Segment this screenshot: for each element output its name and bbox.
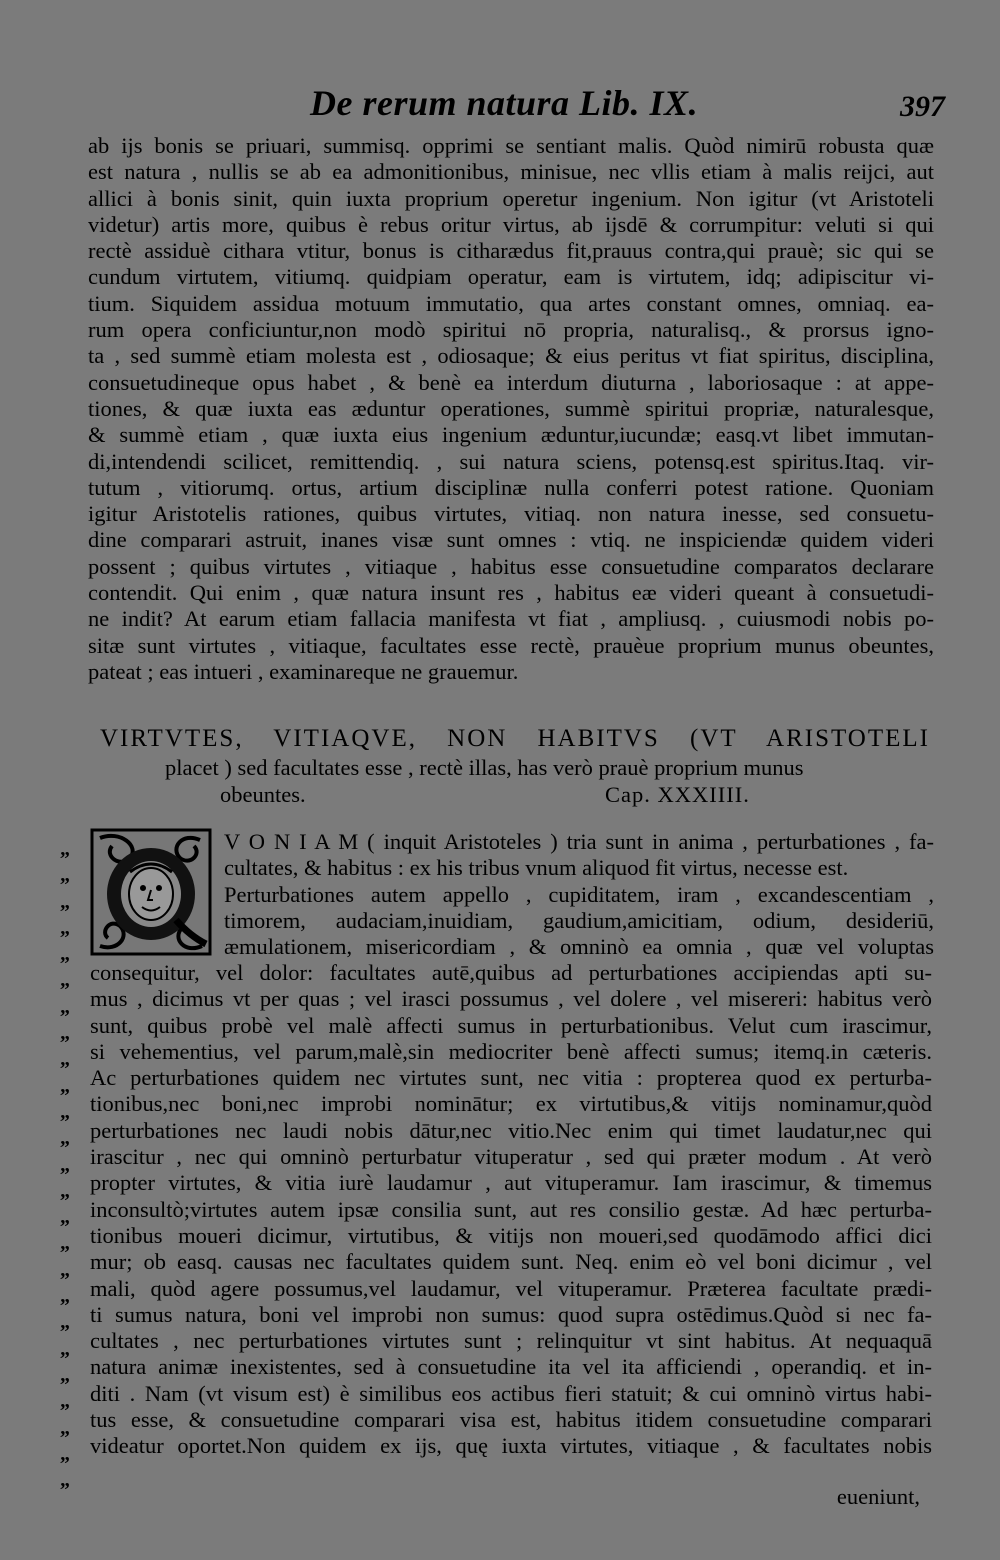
text-line: pateat ; eas intueri , examinareque ne grauemur.: [88, 658, 519, 684]
text-line: tionibus,nec boni,nec improbi nominātur; ex virtutibus,& vitijs nominamur,quòd: [90, 1091, 932, 1117]
quote-mark: „: [60, 995, 69, 1018]
ornament-initial-icon: [90, 828, 212, 956]
text-line: possent ; quibus virtutes , vitiaque , habitus esse consuetudine comparatos declarare: [88, 553, 934, 579]
quote-mark: „: [60, 1232, 69, 1255]
quote-mark: „: [60, 969, 69, 992]
text-line: perturbationes nec laudi nobis dātur,nec vitio.Nec enim qui timet laudatur,nec qui: [90, 1117, 932, 1143]
text-line: inconsultò;virtutes autem ipsæ consilia sunt, aut res consilio gestæ. Ad hæc perturba-: [90, 1196, 932, 1222]
quote-mark: „: [60, 1048, 69, 1071]
text-line: consequitur, vel dolor: facultates autē,quibus ad perturbationes accipiendas apti su-: [90, 960, 932, 985]
text-line: videatur oportet.Non quidem ex ijs, quę iuxta virtutes, vitiaque , & facultates nobis: [90, 1433, 932, 1459]
text-line: tionibus moueri dicimur, virtutibus, & vitijs non moueri,sed quodāmodo affici dici: [90, 1222, 932, 1248]
quote-mark: „: [60, 943, 69, 966]
text-line: timorem, audaciam,inuidiam, gaudium,amicitiam, odium, desideriū,: [224, 907, 934, 933]
text-line: igitur Aristotelis rationes, quibus virtutes, vitiaq. non natura inesse, sed consuetu-: [88, 501, 934, 527]
text-line: Ac perturbationes quidem nec virtutes sunt, nec vitia : propterea quod ex perturba-: [90, 1065, 932, 1091]
text-line: Perturbationes autem appello , cupiditatem, iram , excandescentiam ,: [224, 881, 934, 907]
quote-mark: „: [60, 1153, 69, 1176]
text-line: mur; ob easq. causas nec facultates quidem sunt. Neq. enim eò vel boni dicimur , vel: [90, 1249, 932, 1275]
text-line: irascitur , nec qui omninò perturbatur vituperatur , sed qui præter modum . At verò: [90, 1144, 932, 1170]
text-line: natura animæ inexistentes, sed à consuetudine ita vel ita afficiendi , operandiq. et in-: [90, 1354, 932, 1380]
chapter-heading: [100, 724, 930, 808]
chapter-title-line: [100, 781, 930, 808]
quote-mark: „: [60, 1469, 69, 1492]
text-line: tus esse, & consuetudine comparari visa est, habitus itidem consuetudine comparari: [90, 1407, 932, 1433]
quote-mark: „: [60, 1442, 69, 1465]
chapter-title-line: placet ) sed facultates esse , rectè illas, has verò prauè proprium munus: [165, 755, 804, 780]
quote-mark: „: [60, 1363, 69, 1386]
text-line: propter virtutes, & vitia iurè laudamur , aut vituperamur. Iam irascimur, & timemus: [90, 1170, 932, 1196]
text-line: allici à bonis sinit, quin iuxta proprium operetur ingenium. Non igitur (vt Aristoteli: [88, 185, 934, 211]
catchword: eueniunt,: [836, 1484, 920, 1509]
text-line: ab ijs bonis se priuari, summisq. opprimi se sentiant malis. Quòd nimirū robusta quæ: [88, 133, 934, 158]
text-line: æmulationem, misericordiam , & omninò ea omnia , quæ vel voluptas: [224, 934, 934, 960]
quote-mark: „: [60, 1285, 69, 1308]
text-line: mus , dicimus vt per quas ; vel irasci possumus , vel dolere , vel misereri: habitus verò: [90, 986, 932, 1012]
text-line: rum opera conficiuntur,non modò spiritui nō propria, naturalisq., & prorsus igno-: [88, 317, 934, 343]
text-line: sunt, quibus probè vel malè affecti sumus in perturbationibus. Velut cum irascimur,: [90, 1012, 932, 1038]
quotation-marks-column: [60, 836, 84, 1493]
text-line: tium. Siquidem assidua motuum immutatio, qua artes constant omnes, omniaq. ea-: [88, 290, 934, 316]
text-line: contendit. Qui enim , quæ natura insunt res , habitus eæ videri queant à consuetudi-: [88, 580, 934, 606]
text-line: diti . Nam (vt visum est) è similibus eos actibus fieri statuit; & cui omninò virtus habi-: [90, 1380, 932, 1406]
quote-mark: „: [60, 1127, 69, 1150]
text-line: dine comparari astruit, inanes visæ sunt omnes : vtiq. ne inspiciendæ quidem videri: [88, 527, 934, 553]
quote-mark: „: [60, 1390, 69, 1413]
text-line: rectè assiduè cithara vtitur, bonus is citharædus fit,prauus contra,qui prauè; sic qui se: [88, 238, 934, 264]
quote-mark: „: [60, 1337, 69, 1360]
text-line: cundum virtutem, vitiumq. quidpiam operatur, eam is virtutem, idq; adipiscitur vi-: [88, 264, 934, 290]
quote-mark: „: [60, 1100, 69, 1123]
text-line: ti sumus natura, boni vel improbi non sumus: quod supra ostēdimus.Quòd si nec fa-: [90, 1301, 932, 1327]
quote-mark: „: [60, 916, 69, 939]
text-line: sitæ sunt virtutes , vitiaque, facultates esse rectè, prauèue proprium munus obeuntes,: [88, 632, 934, 658]
chapter-title-end: obeuntes.: [220, 782, 306, 807]
top-paragraph: [88, 133, 934, 685]
running-title: De rerum natura Lib. IX.: [310, 83, 699, 123]
text-line: di,intendendi scilicet, remittendiq. , sui natura sciens, potensq.est spiritus.Itaq. vir-: [88, 448, 934, 474]
quote-mark: „: [60, 1416, 69, 1439]
chapter-title-caps: VIRTVTES, VITIAQVE, NON HABITVS (VT ARISTOTELI: [100, 725, 930, 752]
text-line: tiones, & quæ iuxta eas æduntur operationes, summè spiritui propriæ, naturalesque,: [88, 395, 934, 421]
text-line: V O N I A M ( inquit Aristoteles ) tria sunt in anima , perturbationes , fa-: [224, 829, 934, 854]
quote-body: [90, 960, 932, 1460]
quote-mark: „: [60, 1074, 69, 1097]
quote-mark: „: [60, 1311, 69, 1334]
text-line: consuetudineque opus habet , & benè ea interdum diuturna , laboriosaque : at appe-: [88, 369, 934, 395]
quote-mark: „: [60, 1179, 69, 1202]
text-line: si vehementius, vel parum,malè,sin mediocriter benè affecti sumus; itemq.in cæteris.: [90, 1038, 932, 1064]
quote-opening-lines: [224, 829, 934, 960]
text-line: tutum , vitiorumq. ortus, artium disciplinæ nulla conferri potest ratione. Quoniam: [88, 474, 934, 500]
decorated-initial-q: [90, 828, 212, 956]
quote-mark: „: [60, 890, 69, 913]
text-line: est natura , nullis se ab ea admonitionibus, minisue, nec vllis etiam à malis reijci, aut: [88, 159, 934, 185]
text-line: cultates, & habitus : ex his tribus vnum aliquod fit virtus, necesse est.: [224, 855, 849, 881]
chapter-number: Cap. XXXIIII.: [605, 782, 750, 807]
text-line: ne indit? At earum etiam fallacia manifesta vt fiat , ampliusq. , cuiusmodi nobis po-: [88, 606, 934, 632]
quote-mark: „: [60, 1258, 69, 1281]
text-line: & summè etiam , quæ iuxta eius ingenium æduntur,iucundæ; easq.vt libet immutan-: [88, 422, 934, 448]
quote-mark: „: [60, 1206, 69, 1229]
page-number: 397: [900, 90, 945, 123]
text-line: mali, quòd agere possumus,vel laudamur, vel vituperamur. Præterea facultate prædi-: [90, 1275, 932, 1301]
quote-mark: „: [60, 1022, 69, 1045]
running-head: [0, 82, 1000, 132]
quote-mark: „: [60, 864, 69, 887]
text-line: cultates , nec perturbationes virtutes sunt ; relinquitur vt sint habitus. At nequaquā: [90, 1328, 932, 1354]
text-line: ta , sed summè etiam molesta est , odiosaque; & eius peritus vt fiat spiritus, disciplina,: [88, 343, 934, 369]
quote-mark: „: [60, 838, 69, 860]
text-line: videtur) artis more, quibus è rebus oritur virtus, ab ijsdē & corrumpitur: veluti si qui: [88, 211, 934, 237]
